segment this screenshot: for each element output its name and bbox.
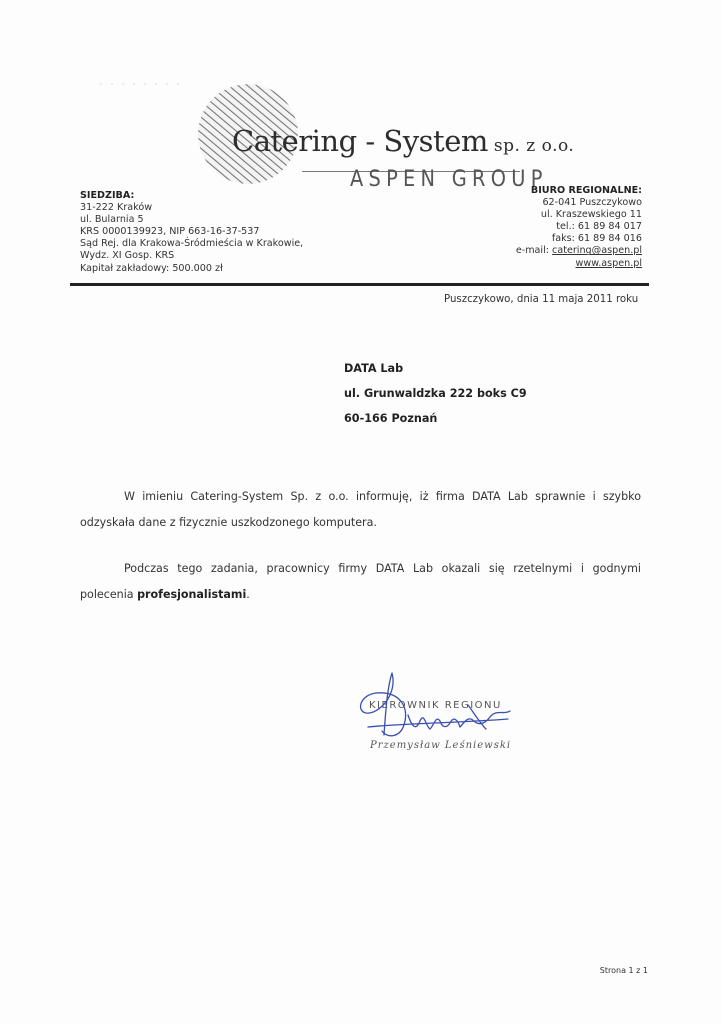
office-website-line (516, 258, 642, 270)
stamp-name: Przemysław Leśniewski (370, 740, 512, 751)
hq-line: Kapitał zakładowy: 500.000 zł (80, 262, 223, 274)
recipient-name: DATA Lab (344, 362, 404, 375)
group-name: ASPEN GROUP (350, 167, 548, 192)
office-line: ul. Kraszewskiego 11 (540, 209, 642, 221)
email-label: e-mail: (515, 245, 553, 257)
paragraph-2-text: Podczas tego zadania, pracownicy firmy DATA Lab okazali się rzetelnymi i godnymi polecenia (80, 562, 641, 601)
letter-body (80, 484, 641, 628)
scan-artifact (100, 82, 180, 86)
office-line: tel.: 61 89 84 017 (556, 221, 642, 233)
handwritten-signature (348, 665, 518, 765)
headquarters-heading: SIEDZIBA: (80, 190, 135, 201)
recipient-address (344, 362, 527, 437)
website-link[interactable]: www.aspen.pl (575, 257, 642, 269)
paragraph-2-end: . (246, 588, 250, 601)
date-line: Puszczykowo, dnia 11 maja 2011 roku (444, 294, 639, 305)
hq-line: Wydz. XI Gosp. KRS (80, 250, 175, 262)
stamp-title: KIEROWNIK REGIONU (369, 700, 502, 711)
page-number: Strona 1 z 1 (599, 966, 648, 975)
paragraph-2-emphasis: profesjonalistami (137, 588, 247, 601)
hq-line: Sąd Rej. dla Krakowa-Śródmieścia w Krakowie, (80, 238, 304, 250)
office-line: 62-041 Puszczykowo (542, 197, 642, 209)
company-suffix: sp. z o.o. (493, 136, 575, 156)
office-email-line (516, 245, 642, 257)
company-name-text: Catering - System (232, 124, 488, 158)
hq-line: KRS 0000139923, NIP 663-16-37-537 (80, 226, 260, 238)
header-rule (70, 283, 649, 286)
recipient-city: 60-166 Poznań (344, 412, 438, 425)
office-line: faks: 61 89 84 016 (551, 233, 642, 245)
regional-office-block (516, 185, 642, 270)
recipient-street: ul. Grunwaldzka 222 boks C9 (344, 387, 527, 400)
regional-office-heading: BIURO REGIONALNE: (530, 185, 642, 196)
company-name (232, 124, 574, 158)
hq-line: ul. Bularnia 5 (80, 214, 144, 226)
email-link[interactable]: catering@aspen.pl (552, 245, 642, 257)
hq-line: 31-222 Kraków (80, 202, 153, 214)
headquarters-block (80, 190, 303, 275)
body-paragraph-2 (80, 556, 641, 608)
body-paragraph-1: W imieniu Catering-System Sp. z o.o. informuję, iż firma DATA Lab sprawnie i szybko odzyskała dane z fizycznie uszkodzonego komputera. (80, 490, 641, 529)
